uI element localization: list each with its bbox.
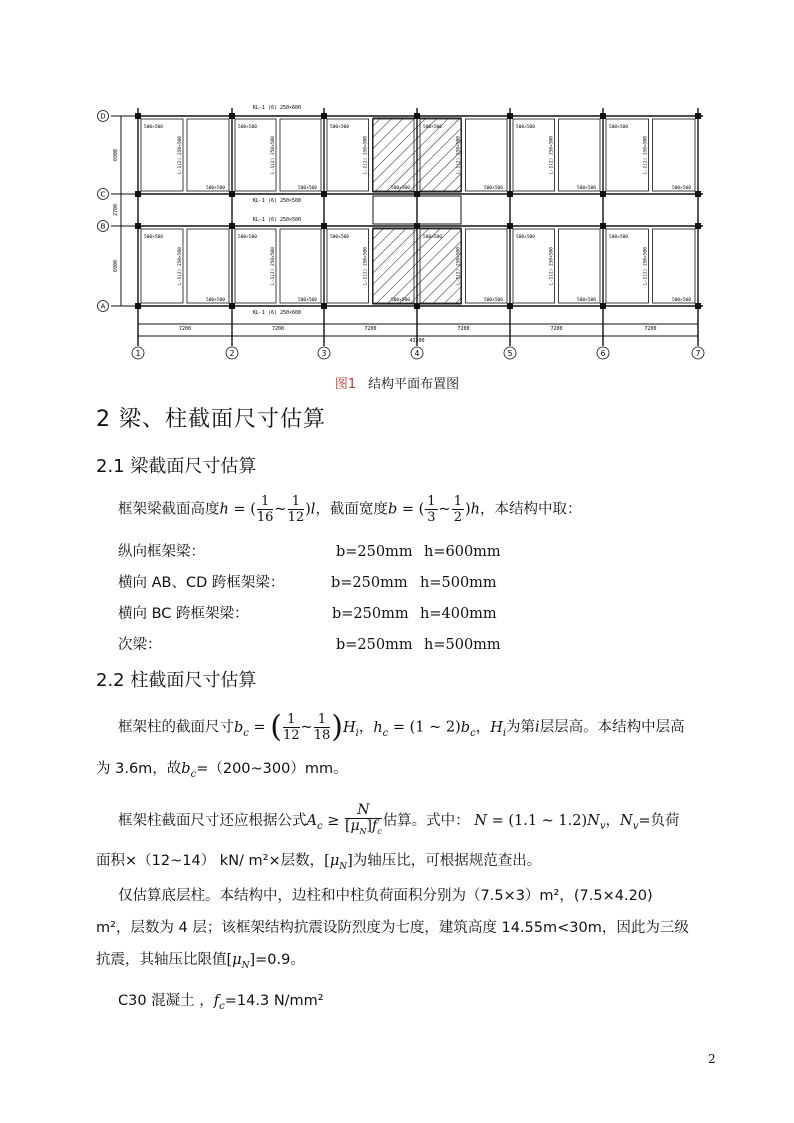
beam-size-intro: 框架梁截面高度h = ( $\frac{1}{16}$ ~ $\frac{1}{12}$ )l，截面宽度b = ( $\frac{1}{3}$ ~ $\frac{1}{2}$ )h，本结构中取： bbox=[118, 494, 582, 525]
p8-text-a: C30 混凝土 ， bbox=[118, 993, 214, 1009]
section-2-1-heading: 2.1 梁截面尺寸估算 bbox=[96, 456, 257, 477]
p3-text-b: 估算。式中： bbox=[382, 812, 470, 829]
page-number: 2 bbox=[708, 1052, 716, 1066]
secondary-beam-label: L-1(2) 250×500 bbox=[363, 136, 369, 174]
slab-panel bbox=[141, 229, 183, 303]
slab-panel bbox=[280, 229, 321, 303]
column-size-paragraph-8: C30 混凝土 ，$f_c=14.3$ N/mm² bbox=[118, 993, 324, 1012]
plan-span-label: 7200 bbox=[178, 326, 192, 332]
axis-label-row: C bbox=[100, 190, 106, 199]
column-size-paragraph-4: 面积×（12~14） kN/ m²×层数，$[\mu_N]$为轴压比，可根据规范查出。 bbox=[96, 853, 542, 872]
slab-panel bbox=[466, 229, 508, 303]
column-marker bbox=[507, 223, 513, 229]
column-marker bbox=[135, 223, 141, 229]
column-size-paragraph-6: m²，层数为 4 层；该框架结构抗震设防烈度为七度，建筑高度 14.55m<30m，因此为三级 bbox=[96, 920, 689, 936]
plan-beam-mid2-label: KL-1 (6) 250×500 bbox=[252, 217, 302, 223]
column-marker bbox=[507, 303, 513, 309]
column-marker bbox=[229, 113, 235, 119]
column-label: 500×500 bbox=[609, 125, 628, 130]
dimension-label-left: 6900 bbox=[113, 148, 119, 162]
column-label: 500×500 bbox=[144, 125, 163, 130]
column-marker bbox=[600, 303, 606, 309]
figure-caption bbox=[0, 373, 794, 392]
column-label: 500×500 bbox=[484, 298, 503, 303]
column-label: 500×500 bbox=[391, 186, 410, 191]
column-label: 500×500 bbox=[298, 186, 317, 191]
column-label: 500×500 bbox=[484, 186, 503, 191]
column-marker bbox=[695, 113, 701, 119]
beam-row-h: h=500mm bbox=[420, 575, 497, 591]
span-dimension-label: 7200 bbox=[457, 326, 470, 332]
slab-panel bbox=[513, 229, 555, 303]
column-marker bbox=[229, 303, 235, 309]
column-marker bbox=[600, 223, 606, 229]
slab-panel bbox=[559, 229, 601, 303]
section-2-heading: 2 梁、柱截面尺寸估算 bbox=[96, 407, 326, 432]
plan-beam-top-label: KL-1 (6) 250×600 bbox=[252, 105, 302, 111]
section-2-2-heading: 2.2 柱截面尺寸估算 bbox=[96, 670, 257, 691]
column-marker bbox=[135, 303, 141, 309]
column-label: 500×500 bbox=[423, 125, 442, 130]
slab-panel bbox=[187, 119, 229, 191]
column-marker bbox=[695, 191, 701, 197]
column-marker bbox=[135, 113, 141, 119]
column-marker bbox=[695, 303, 701, 309]
p8-text-b: =14.3 N/mm² bbox=[224, 993, 324, 1009]
column-marker bbox=[414, 191, 420, 197]
axis-label-col: 6 bbox=[600, 349, 606, 358]
dimension-label-left: 2700 bbox=[113, 203, 119, 217]
structural-plan-figure bbox=[95, 98, 715, 370]
p7-text-b: =0.9。 bbox=[255, 952, 305, 968]
beam-row-label: 横向 AB、CD 跨框架梁： bbox=[118, 575, 285, 591]
slab-panel bbox=[235, 229, 276, 303]
column-marker bbox=[135, 191, 141, 197]
p2-text-a: 为 3.6m，故 bbox=[96, 761, 182, 777]
beam-row-label: 横向 BC 跨框架梁： bbox=[118, 606, 249, 622]
column-marker bbox=[414, 223, 420, 229]
beam-row-b: b=250mm bbox=[336, 637, 413, 653]
secondary-beam-label: L-1(2) 250×500 bbox=[271, 247, 276, 285]
column-label: 500×500 bbox=[672, 186, 691, 191]
p3-text-c: =负荷 bbox=[638, 812, 680, 829]
column-marker bbox=[414, 303, 420, 309]
column-size-paragraph-1: 框架柱的截面尺寸$b_c$ = ( $\frac{1}{12}$ ~ $\frac{1}{18}$ )$H_i$，$h_c = (1$ ~ $2)b_c$，$H_i$为第i层层高。本结构中层高 bbox=[118, 709, 685, 745]
axis-label-row: B bbox=[100, 222, 106, 231]
column-size-paragraph-7: 抗震，其轴压比限值$[\mu_N]=0.9$。 bbox=[96, 952, 305, 971]
column-marker bbox=[229, 191, 235, 197]
column-label: 500×500 bbox=[144, 235, 163, 240]
plan-beam-bottom-label: KL-1 (6) 250×600 bbox=[252, 310, 302, 316]
span-dimension-label: 7200 bbox=[364, 326, 377, 332]
plan-total-label: 43200 bbox=[409, 338, 425, 344]
span-dimension-label: 7200 bbox=[271, 326, 285, 332]
axis-label-col: 1 bbox=[135, 349, 141, 358]
axis-label-col: 7 bbox=[695, 349, 701, 358]
column-size-paragraph-3: 框架柱截面尺寸还应根据公式$A_c$ ≥ $\frac{N}{[\mu_N]f_c}$ 估算。式中： N = (1.1 ~ $1.2)N_v$，$N_v=$负荷 bbox=[118, 802, 680, 836]
axis-label-col: 3 bbox=[321, 349, 327, 358]
column-label: 500×500 bbox=[577, 186, 596, 191]
slab-panel bbox=[280, 119, 321, 191]
plan-beam-mid1-label: KL-1 (6) 250×500 bbox=[252, 198, 302, 204]
p1-text-b: 为第 bbox=[506, 719, 536, 736]
axis-label-col: 5 bbox=[507, 349, 513, 358]
column-label: 500×500 bbox=[516, 125, 535, 130]
axis-label-row: D bbox=[100, 112, 106, 121]
column-marker bbox=[695, 223, 701, 229]
beam-row-h: h=600mm bbox=[424, 544, 501, 560]
p4-text-b: 为轴压比，可根据规范查出。 bbox=[352, 853, 542, 869]
column-marker bbox=[600, 191, 606, 197]
span-dimension-label: 7200 bbox=[644, 326, 657, 332]
span-dimension-label: 7200 bbox=[550, 326, 563, 332]
p2-text-b: =（200~300）mm。 bbox=[196, 761, 348, 777]
column-label: 500×500 bbox=[330, 235, 349, 240]
secondary-beam-label: L-1(2) 250×500 bbox=[363, 247, 369, 285]
column-marker bbox=[507, 113, 513, 119]
slab-panel bbox=[559, 119, 601, 191]
beam-row-b: b=250mm bbox=[332, 606, 409, 622]
intro-text-a: 框架梁截面高度 bbox=[118, 501, 220, 518]
column-label: 500×500 bbox=[206, 186, 225, 191]
slab-panel bbox=[653, 229, 696, 303]
column-marker bbox=[321, 303, 327, 309]
axis-label-col: 4 bbox=[414, 349, 420, 358]
slab-panel bbox=[466, 119, 508, 191]
column-label: 500×500 bbox=[423, 235, 442, 240]
secondary-beam-label: L-1(2) 250×500 bbox=[456, 136, 462, 174]
slab-panel bbox=[327, 229, 369, 303]
beam-row-b: b=250mm bbox=[336, 544, 413, 560]
secondary-beam-label: L-1(2) 250×500 bbox=[178, 247, 183, 285]
slab-panel bbox=[187, 229, 229, 303]
p1-text-a: 框架柱的截面尺寸 bbox=[118, 719, 234, 736]
column-size-paragraph-2: 为 3.6m，故$b_c=(200\sim 300)mm$。 bbox=[96, 761, 348, 780]
column-label: 500×500 bbox=[516, 235, 535, 240]
column-marker bbox=[229, 223, 235, 229]
secondary-beam-label: L-1(2) 250×500 bbox=[549, 247, 555, 285]
column-marker bbox=[600, 113, 606, 119]
column-label: 500×500 bbox=[391, 298, 410, 303]
p7-text-a: 抗震，其轴压比限值 bbox=[96, 952, 227, 968]
secondary-beam-label: L-1(2) 250×500 bbox=[643, 247, 649, 285]
figure-title: 结构平面布置图 bbox=[368, 377, 460, 392]
secondary-beam-label: L-1(2) 250×500 bbox=[456, 247, 462, 285]
column-marker bbox=[321, 113, 327, 119]
slab-panel bbox=[653, 119, 696, 191]
column-marker bbox=[414, 113, 420, 119]
column-marker bbox=[321, 223, 327, 229]
p4-text-a: 面积×（12~14） kN/ m²×层数， bbox=[96, 853, 325, 869]
column-size-paragraph-5: 仅估算底层柱。本结构中，边柱和中柱负荷面积分别为（7.5×3）m²，(7.5×4.20) bbox=[118, 888, 653, 904]
intro-text-c: ，本结构中取： bbox=[480, 501, 582, 518]
figure-number: 图1 bbox=[334, 377, 357, 392]
column-label: 500×500 bbox=[238, 235, 257, 240]
beam-row-h: h=400mm bbox=[420, 606, 497, 622]
column-marker bbox=[321, 191, 327, 197]
beam-row-h: h=500mm bbox=[424, 637, 501, 653]
p3-text-a: 框架柱截面尺寸还应根据公式 bbox=[118, 812, 307, 829]
secondary-beam-label: L-1(2) 250×500 bbox=[643, 136, 649, 174]
secondary-beam-label: L-1(2) 250×500 bbox=[271, 136, 276, 174]
p1-text-c: 层层高。本结构中层高 bbox=[539, 719, 685, 736]
column-label: 500×500 bbox=[330, 125, 349, 130]
beam-row-label: 纵向框架梁： bbox=[118, 544, 205, 560]
dimension-label-left: 6900 bbox=[113, 259, 119, 273]
secondary-beam-label: L-1(2) 250×500 bbox=[549, 136, 555, 174]
column-marker bbox=[507, 191, 513, 197]
axis-label-col: 2 bbox=[229, 349, 235, 358]
axis-label-row: A bbox=[100, 302, 106, 311]
column-label: 500×500 bbox=[298, 298, 317, 303]
intro-text-b: ，截面宽度 bbox=[315, 501, 388, 518]
beam-row-b: b=250mm bbox=[331, 575, 408, 591]
column-label: 500×500 bbox=[238, 125, 257, 130]
column-label: 500×500 bbox=[577, 298, 596, 303]
slab-panel bbox=[606, 229, 649, 303]
column-label: 500×500 bbox=[206, 298, 225, 303]
beam-row-label: 次梁： bbox=[118, 637, 162, 653]
secondary-beam-label: L-1(2) 250×500 bbox=[178, 136, 183, 174]
column-label: 500×500 bbox=[609, 235, 628, 240]
column-label: 500×500 bbox=[672, 298, 691, 303]
